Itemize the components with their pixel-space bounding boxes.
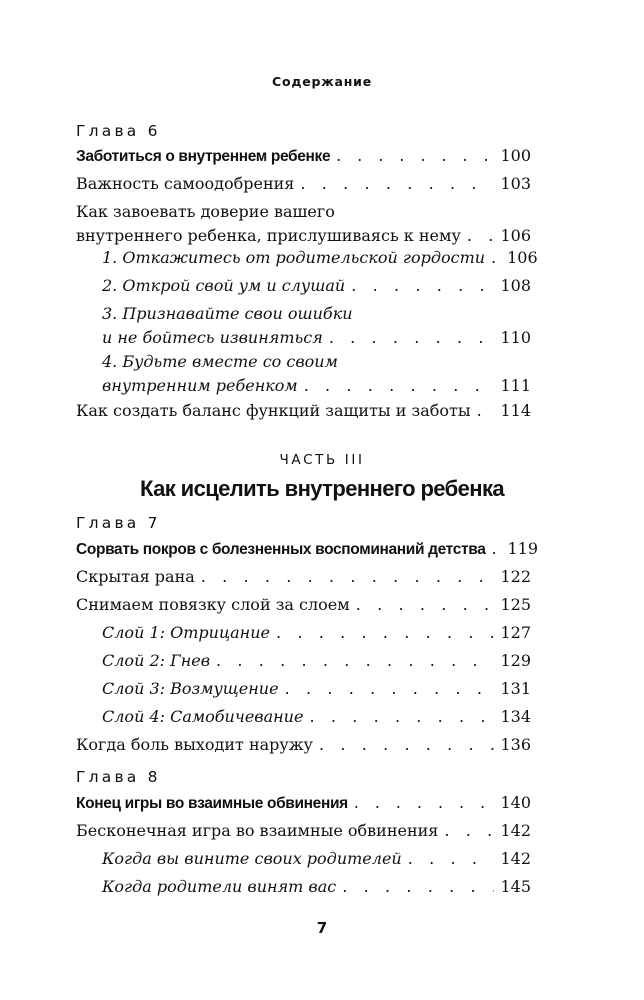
toc-page-number: 106 xyxy=(507,248,538,267)
dot-leader xyxy=(491,246,501,270)
toc-page-number: 103 xyxy=(500,174,531,193)
toc-entry-text-line1: 3. Признавайте свои ошибки xyxy=(102,304,353,323)
toc-entry-text-line2: и не бойтесь извиняться xyxy=(102,328,323,347)
toc-entry-text: Когда боль выходит наружу xyxy=(76,735,313,754)
dot-leader xyxy=(300,172,494,196)
dot-leader xyxy=(467,224,495,248)
dot-leader xyxy=(285,677,495,701)
toc-entry-text: Когда родители винят вас xyxy=(102,877,337,896)
toc-entry-text: Когда вы вините своих родителей xyxy=(102,849,402,868)
toc-page-number: 119 xyxy=(507,539,539,558)
toc-entry-text-line2: внутреннего ребенка, прислушиваясь к нему xyxy=(76,226,461,245)
toc-page-number: 114 xyxy=(500,401,531,420)
toc-subentry[interactable] xyxy=(102,875,531,899)
chapter-8-label: Глава 8 xyxy=(76,768,161,786)
toc-page-number: 129 xyxy=(500,651,531,670)
dot-leader xyxy=(276,621,494,645)
toc-subentry[interactable] xyxy=(102,677,531,701)
toc-page-number: 111 xyxy=(500,376,531,395)
toc-page-number: 140 xyxy=(500,793,531,812)
toc-entry[interactable] xyxy=(76,565,531,589)
dot-leader xyxy=(304,374,495,398)
toc-subentry[interactable] xyxy=(102,246,538,270)
chapter-8-title[interactable] xyxy=(76,791,531,816)
dot-leader xyxy=(201,565,495,589)
toc-subentry[interactable] xyxy=(102,847,531,871)
toc-page-number: 145 xyxy=(500,877,531,896)
toc-entry-text: Заботиться о внутреннем ребенке xyxy=(76,148,331,165)
toc-entry[interactable] xyxy=(76,733,531,757)
page-header: Содержание xyxy=(271,74,373,89)
toc-entry-text: Слой 2: Гнев xyxy=(102,651,211,670)
toc-entry-text: Слой 1: Отрицание xyxy=(102,623,270,642)
toc-subentry[interactable] xyxy=(102,302,531,350)
part-3-title: Как исцелить внутреннего ребенка xyxy=(139,476,505,501)
dot-leader xyxy=(356,593,495,617)
dot-leader xyxy=(216,649,494,673)
toc-entry-text: Как создать баланс функций защиты и заботы xyxy=(76,401,471,420)
dot-leader xyxy=(342,875,494,899)
page-number: 7 xyxy=(316,919,328,937)
dot-leader xyxy=(319,733,495,757)
toc-entry[interactable] xyxy=(76,593,531,617)
chapter-7-title[interactable] xyxy=(76,537,539,562)
dot-leader xyxy=(444,819,494,843)
toc-entry-text-line2: внутренним ребенком xyxy=(102,376,298,395)
toc-page-number: 134 xyxy=(500,707,531,726)
toc-entry-text: Сорвать покров с болезненных воспоминаний детства xyxy=(76,541,486,558)
toc-entry-text: 2. Открой свой ум и слушай xyxy=(102,276,346,295)
toc-entry-text: Конец игры во взаимные обвинения xyxy=(76,795,348,812)
toc-subentry[interactable] xyxy=(102,274,531,298)
toc-page-number: 136 xyxy=(500,735,531,754)
toc-entry[interactable] xyxy=(76,399,531,423)
toc-page-number: 122 xyxy=(500,567,531,586)
toc-subentry[interactable] xyxy=(102,350,531,398)
dot-leader xyxy=(491,537,501,561)
toc-entry-text: Слой 3: Возмущение xyxy=(102,679,279,698)
toc-subentry[interactable] xyxy=(102,621,531,645)
toc-page-number: 127 xyxy=(500,623,531,642)
part-3-label: ЧАСТЬ III xyxy=(279,452,365,468)
toc-entry-text: Бесконечная игра во взаимные обвинения xyxy=(76,821,439,840)
toc-page-number: 110 xyxy=(500,328,531,347)
toc-subentry[interactable] xyxy=(102,705,531,729)
chapter-6-label: Глава 6 xyxy=(76,122,161,140)
toc-page-number: 142 xyxy=(500,849,531,868)
toc-page-number: 100 xyxy=(500,146,531,165)
dot-leader xyxy=(477,399,495,423)
toc-entry-text: Скрытая рана xyxy=(76,567,195,586)
dot-leader xyxy=(354,791,495,815)
toc-entry[interactable] xyxy=(76,819,531,843)
toc-entry-text-line1: Как завоевать доверие вашего xyxy=(76,202,335,221)
toc-page-number: 125 xyxy=(500,595,531,614)
toc-subentry[interactable] xyxy=(102,649,531,673)
toc-entry[interactable] xyxy=(76,200,531,248)
dot-leader xyxy=(351,274,494,298)
toc-entry[interactable] xyxy=(76,172,531,196)
dot-leader xyxy=(408,847,495,871)
toc-page-number: 142 xyxy=(500,821,531,840)
toc-page-number: 108 xyxy=(500,276,531,295)
toc-entry-text: Важность самоодобрения xyxy=(76,174,295,193)
dot-leader xyxy=(329,326,495,350)
chapter-7-label: Глава 7 xyxy=(76,514,161,532)
toc-entry-text: Слой 4: Самобичевание xyxy=(102,707,304,726)
toc-entry-text: 1. Откажитесь от родительской гордости xyxy=(102,248,486,267)
toc-entry-text: Снимаем повязку слой за слоем xyxy=(76,595,350,614)
dot-leader xyxy=(336,144,494,168)
toc-entry-text-line1: 4. Будьте вместе со своим xyxy=(102,352,338,371)
toc-page-number: 131 xyxy=(500,679,531,698)
toc-page-number: 106 xyxy=(500,226,531,245)
chapter-6-title[interactable] xyxy=(76,144,531,169)
dot-leader xyxy=(309,705,494,729)
